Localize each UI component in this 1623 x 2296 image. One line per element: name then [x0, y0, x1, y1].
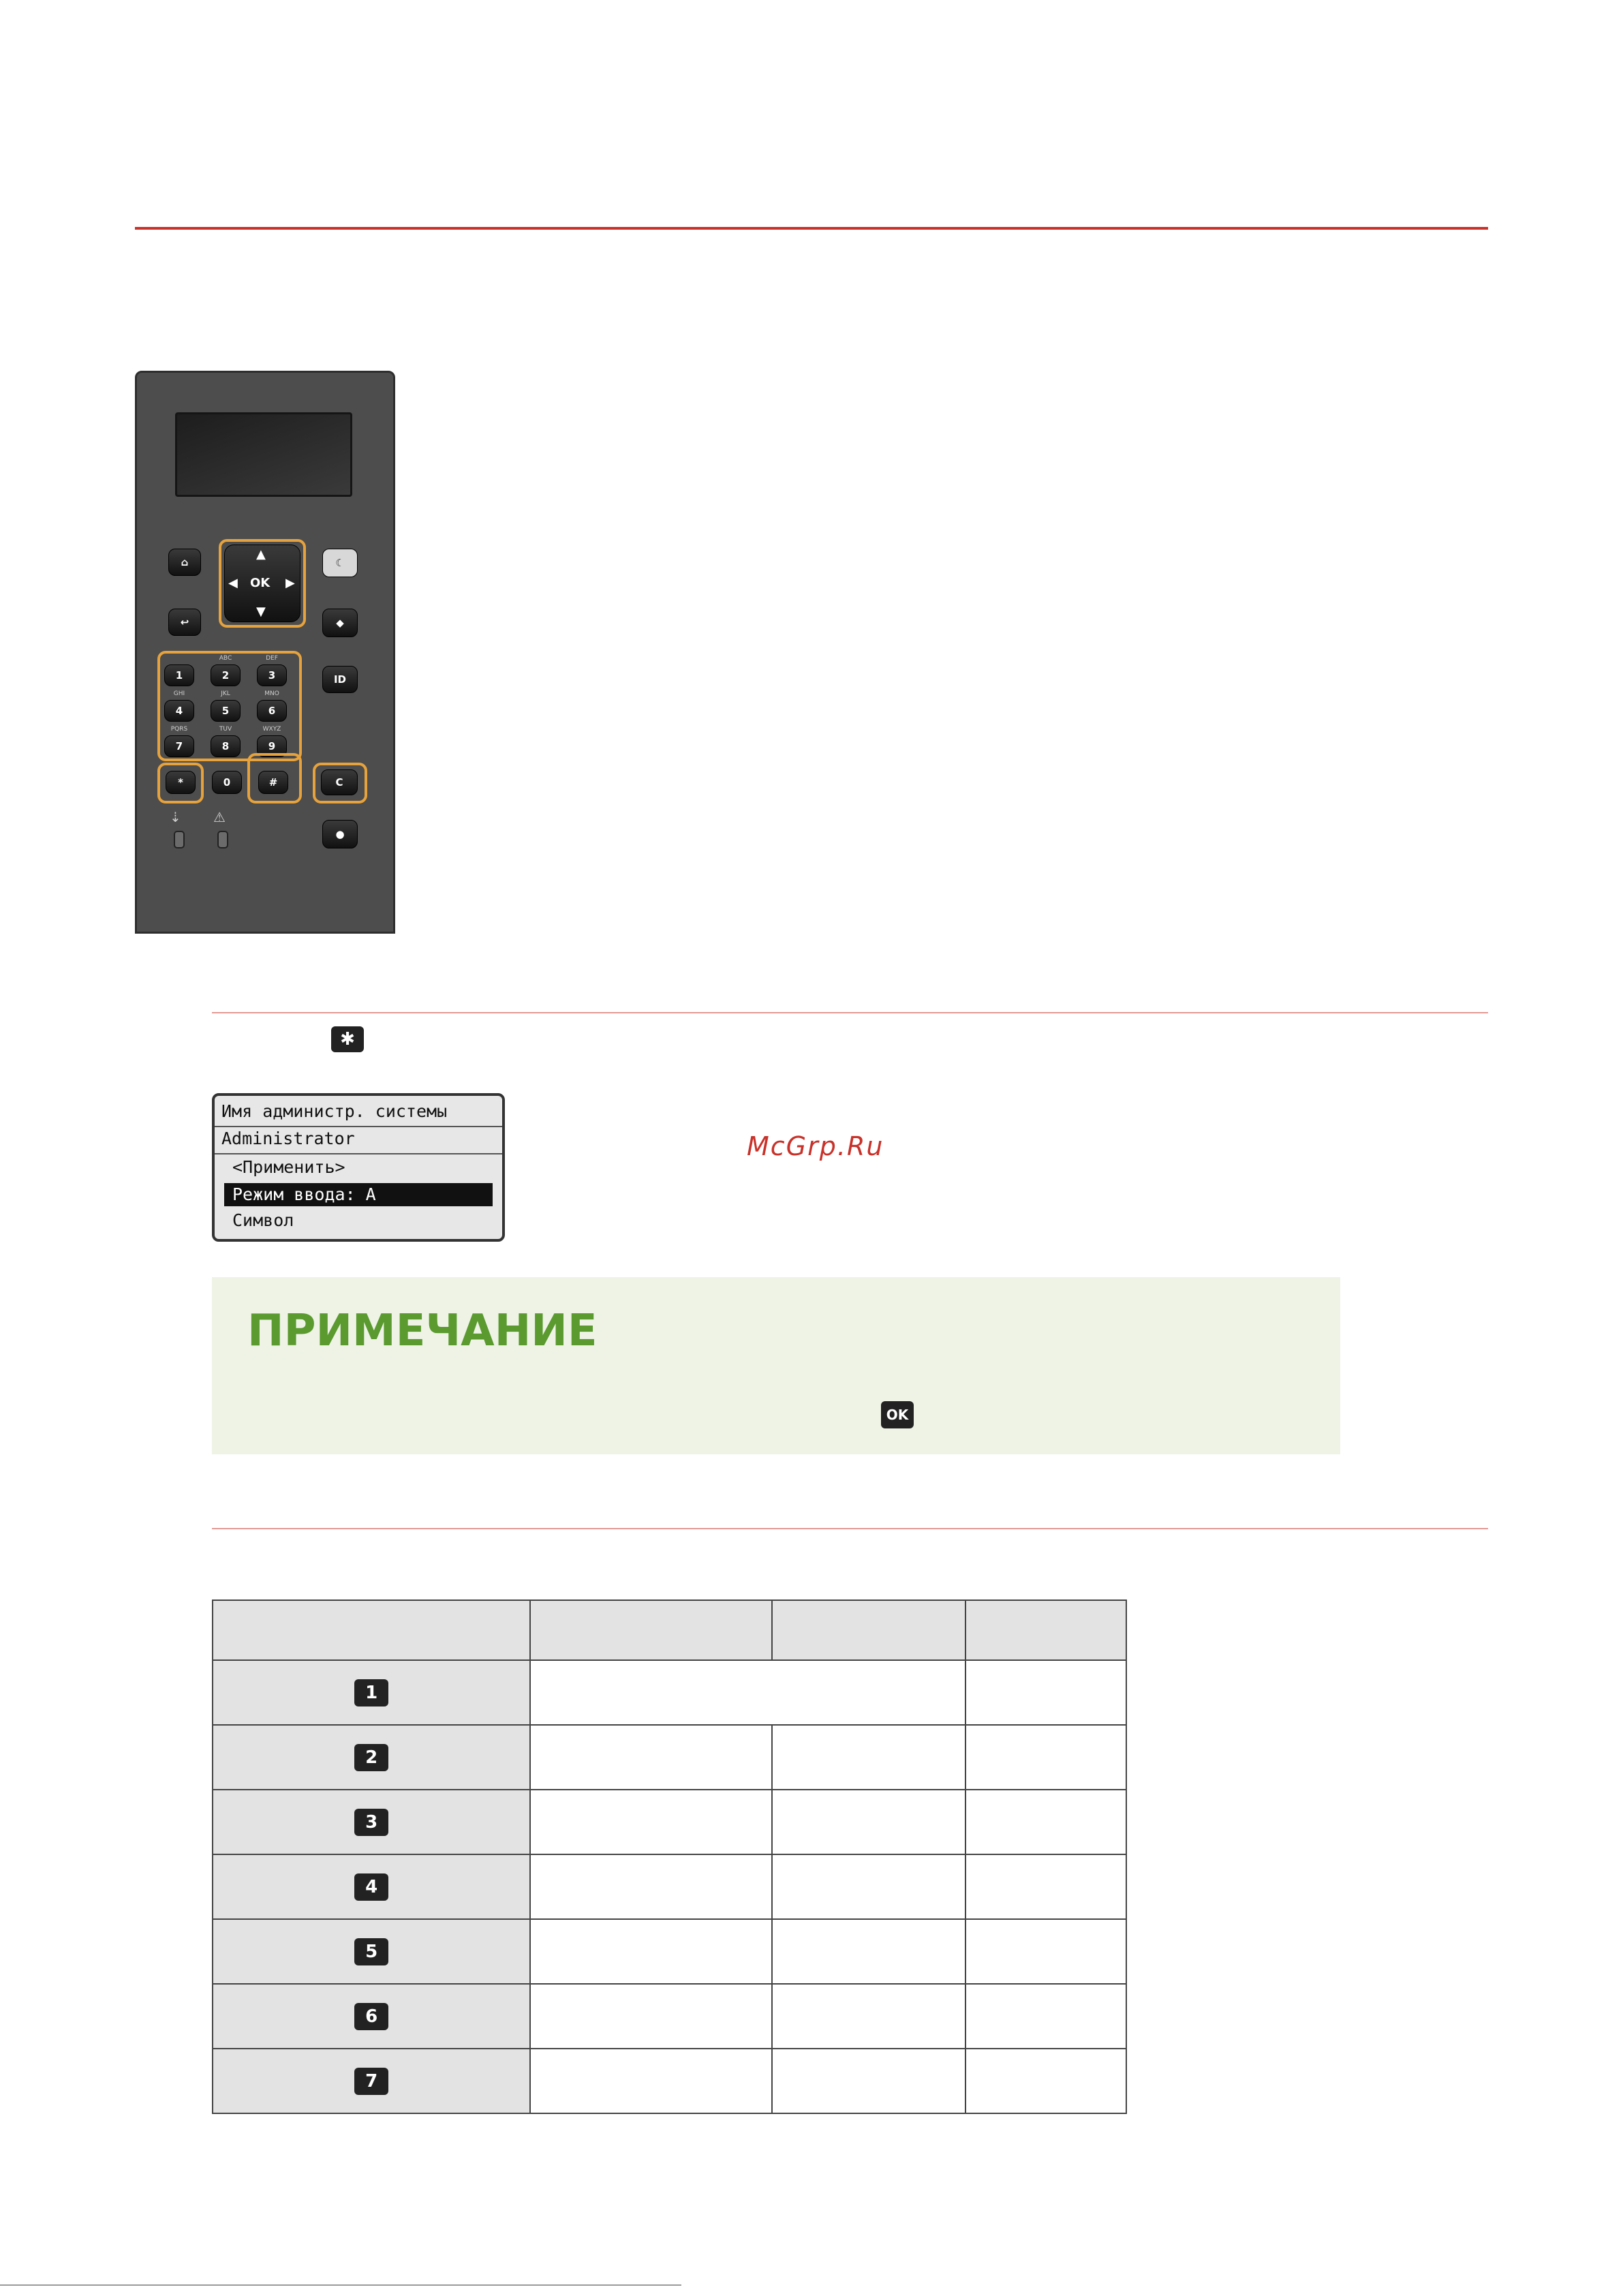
table-cell — [772, 1919, 966, 1984]
clear-key[interactable]: C — [321, 769, 358, 795]
table-cell — [772, 1854, 966, 1919]
key-3-icon: 3 — [354, 1809, 388, 1836]
keypad-key-6[interactable]: 6 — [257, 700, 287, 722]
hash-key[interactable]: # — [258, 771, 288, 794]
lcd-screen — [212, 1093, 505, 1242]
key-cell — [213, 1854, 530, 1919]
key-4-icon: 4 — [354, 1873, 388, 1901]
key-cell — [213, 1660, 530, 1725]
key-character-table — [212, 1599, 1127, 2114]
back-icon: ↩ — [180, 616, 189, 628]
keypad-letters-label: WXYZ — [262, 726, 281, 733]
error-indicator-icon: ⚠ — [213, 809, 226, 825]
section-rule-2 — [212, 1528, 1488, 1529]
table-cell — [772, 1984, 966, 2049]
home-icon: ⌂ — [181, 556, 189, 568]
status-monitor-button[interactable] — [322, 609, 358, 637]
table-cell — [772, 2049, 966, 2113]
table-row — [213, 2049, 1126, 2113]
stop-button[interactable] — [322, 820, 358, 848]
note-title: ПРИМЕЧАНИЕ — [247, 1306, 598, 1356]
keypad-letters-label: TUV — [219, 726, 232, 733]
star-key[interactable]: * — [166, 771, 196, 794]
keypad-letters-label: MNO — [264, 690, 279, 697]
up-arrow-icon[interactable]: ▲ — [256, 547, 266, 562]
keypad-letters-label: ABC — [219, 655, 232, 662]
home-button[interactable] — [168, 549, 201, 576]
table-cell — [530, 1790, 771, 1854]
key-6-icon: 6 — [354, 2003, 388, 2030]
key-7-icon: 7 — [354, 2068, 388, 2095]
screen-title: Имя администр. системы — [221, 1101, 448, 1121]
keypad-letters-label: DEF — [266, 655, 278, 662]
keypad-key-7[interactable]: 7 — [164, 735, 194, 757]
table-row — [213, 1725, 1126, 1790]
note-box — [212, 1277, 1340, 1454]
zero-key[interactable]: 0 — [212, 771, 242, 794]
keypad-key-9[interactable]: 9 — [257, 735, 287, 757]
stop-icon: ● — [335, 828, 345, 840]
error-led — [217, 831, 228, 848]
table-cell — [965, 1919, 1126, 1984]
table-cell — [530, 1919, 771, 1984]
keypad-letters-label: GHI — [173, 690, 185, 697]
table-cell — [530, 1725, 771, 1790]
footer-rule — [0, 2284, 681, 2286]
keypad-key-4[interactable]: 4 — [164, 700, 194, 722]
table-row — [213, 1984, 1126, 2049]
table-row — [213, 1919, 1126, 1984]
keypad-key-2[interactable]: 2 — [211, 664, 241, 686]
down-arrow-icon[interactable]: ▼ — [256, 604, 266, 619]
table-cell — [530, 1854, 771, 1919]
back-button[interactable] — [168, 609, 201, 636]
header-cell-mode-a — [530, 1600, 771, 1660]
watermark: McGrp.Ru — [747, 1131, 884, 1161]
table-cell — [772, 1790, 966, 1854]
left-arrow-icon[interactable]: ◀ — [228, 576, 238, 590]
key-cell — [213, 1790, 530, 1854]
table-cell — [965, 1660, 1126, 1725]
numeric-keypad — [164, 654, 296, 760]
screen-input-divider — [215, 1153, 502, 1154]
table-cell — [530, 1660, 965, 1725]
table-cell — [965, 1854, 1126, 1919]
screen-input-field[interactable]: Administrator — [221, 1129, 355, 1148]
table-row — [213, 1790, 1126, 1854]
screen-symbol-item[interactable]: Символ — [232, 1210, 294, 1230]
screen-apply-item[interactable]: <Применить> — [232, 1157, 345, 1177]
table-cell — [965, 2049, 1126, 2113]
table-cell — [965, 1790, 1126, 1854]
table-cell — [965, 1725, 1126, 1790]
key-cell — [213, 1984, 530, 2049]
key-2-icon: 2 — [354, 1744, 388, 1771]
ok-button[interactable]: OK — [250, 576, 270, 590]
keypad-letters-label: PQRS — [170, 726, 188, 733]
header-rule — [135, 227, 1488, 230]
keypad-key-3[interactable]: 3 — [257, 664, 287, 686]
diamond-icon: ◆ — [336, 617, 344, 629]
header-cell-mode-c — [965, 1600, 1126, 1660]
key-1-icon: 1 — [354, 1679, 388, 1706]
data-indicator-icon: ⇣ — [170, 809, 181, 825]
right-arrow-icon[interactable]: ▶ — [285, 576, 295, 590]
table-cell — [530, 1984, 771, 2049]
section-rule-1 — [212, 1012, 1488, 1013]
energy-saver-button[interactable] — [322, 549, 358, 577]
ok-key-icon: OK — [881, 1401, 914, 1428]
table-row — [213, 1854, 1126, 1919]
table-cell — [772, 1725, 966, 1790]
table-header-row — [213, 1600, 1126, 1660]
data-led — [174, 831, 185, 848]
screen-title-divider — [215, 1126, 502, 1127]
keypad-key-8[interactable]: 8 — [211, 735, 241, 757]
table-row — [213, 1660, 1126, 1725]
header-cell-key — [213, 1600, 530, 1660]
keypad-key-5[interactable]: 5 — [211, 700, 241, 722]
control-panel — [135, 371, 395, 934]
screen-input-mode-item[interactable]: Режим ввода: A — [232, 1184, 376, 1204]
key-cell — [213, 1919, 530, 1984]
panel-display — [175, 412, 352, 497]
keypad-letters-label: JKL — [221, 690, 230, 697]
key-cell — [213, 2049, 530, 2113]
table-cell — [530, 2049, 771, 2113]
id-button[interactable]: ID — [322, 666, 358, 693]
key-cell — [213, 1725, 530, 1790]
star-key-icon: ✱ — [331, 1026, 364, 1052]
moon-icon: ☾ — [335, 557, 345, 569]
keypad-key-1[interactable]: 1 — [164, 664, 194, 686]
key-5-icon: 5 — [354, 1938, 388, 1965]
table-cell — [965, 1984, 1126, 2049]
header-cell-mode-b — [772, 1600, 966, 1660]
